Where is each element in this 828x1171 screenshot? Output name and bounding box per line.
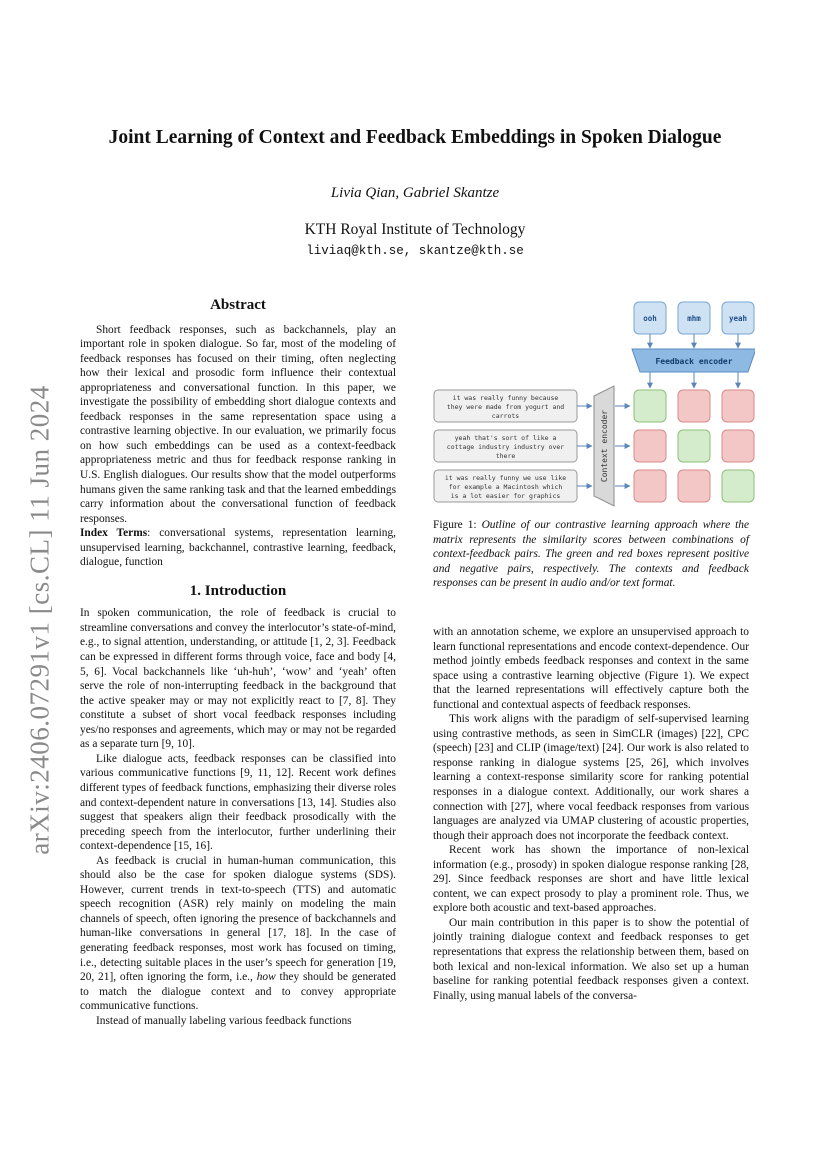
intro-paragraph-3-tail: they should be generated to match the dialogue context and to convey appropriate communicative functions. — [80, 971, 396, 1013]
abstract-heading: Abstract — [210, 297, 266, 313]
right-column — [433, 625, 749, 1003]
paper-authors: Livia Qian, Gabriel Skantze — [330, 185, 500, 201]
intro-paragraph-4: Instead of manually labeling various feedback functions — [96, 1014, 352, 1027]
index-terms-text: : conversational systems, representation learning, unsupervised learning, backchannel, contrastive learning, feedback, dialogue, function — [80, 527, 396, 569]
intro-paragraph-1: In spoken communication, the role of feedback is crucial to streamline conversations and convey the interlocutor’s state-of-mind, e.g., to signal attention, understanding, or attitude [1, 2, 3]. Feedback can be expressed in different forms through voice, face and body [4, 5, 6]. Vocal backchannels like ‘uh-huh’, ‘wow’ and ‘yeah’ often serve the role of non-interrupting feedback in the background that the active speaker may or may not explicitly react to [7, 8]. They constitute a subset of short vocal feedback responses including yes/no responses and agreements, which may or may not be regarded as a separate turn [9, 10]. — [80, 607, 396, 751]
context-line: they were made from yogurt and — [446, 403, 565, 411]
negative-pair-cell — [634, 430, 666, 462]
arxiv-sidebar — [10, 360, 70, 880]
figure-1 — [430, 296, 755, 512]
context-encoder-label: Context encoder — [600, 409, 609, 483]
intro-paragraph-3-emphasis: how — [256, 971, 276, 984]
caption-label: Figure 1: — [433, 519, 482, 531]
context-line: is a lot easier for graphics — [450, 492, 561, 500]
context-line: it was really funny because — [452, 394, 559, 402]
caption-text: Outline of our contrastive learning approach where the matrix represents the similarity scores between combinations of context-feedback pairs. The green and red boxes represent positive and negative pairs, respectively. The contexts and feedback responses can be present in audio and/or text format. — [433, 519, 750, 589]
context-line: carrots — [491, 412, 520, 420]
context-line: for example a Macintosh which — [448, 483, 563, 491]
intro-paragraph-6: This work aligns with the paradigm of self-supervised learning using contrastive methods, as seen in SimCLR (images) [22], CPC (speech) [23] and CLIP (image/text) [24]. Our work is also related to response ranking in dialogue systems [25, 26], which involves learning a context-response similarity score for ranking potential responses in a dialogue context. Additionally, our work shares a connection with [27], where vocal feedback responses from various languages are analyzed via UMAP clustering of acoustic properties, though their approach does not incorporate the feedback context. — [433, 713, 749, 842]
intro-paragraph-7: Recent work has shown the importance of non-lexical information (e.g., prosody) in spoken dialogue response ranking [28, 29]. Since feedback responses are short and have little lexical content, we can expect prosody to play a prominent role. Thus, we explore both acoustic and text-based approaches. — [433, 844, 749, 915]
contrastive-diagram — [430, 296, 755, 512]
positive-pair-cell — [678, 430, 710, 462]
arxiv-identifier: arXiv:2406.07291v1 [cs.CL] 11 Jun 2024 — [24, 385, 55, 855]
intro-paragraph-5: with an annotation scheme, we explore an unsupervised approach to learn functional representations and encode context-dependence. Our method jointly embeds feedback responses and context in the same space using a contrastive learning objective (Figure 1). We expect that the learned representations will effectively capture both the functional and contextual aspects of feedback responses. — [433, 626, 749, 711]
feedback-encoder-label: Feedback encoder — [655, 357, 733, 366]
positive-pair-cell — [722, 470, 754, 502]
author-emails: liviaq@kth.se, skantze@kth.se — [306, 244, 524, 258]
intro-paragraph-8: Our main contribution in this paper is to show the potential of jointly training dialogue context and feedback responses to get representations that express the relationship between them, based on both lexical and non-lexical information. We also set up a human baseline for ranking potential feedback responses given a context. Finally, using manual labels of the conversa- — [433, 916, 749, 1002]
feedback-token-label: ooh — [643, 314, 657, 323]
index-terms-label: Index Terms — [80, 527, 148, 540]
negative-pair-cell — [678, 390, 710, 422]
left-column — [80, 298, 396, 1028]
feedback-token-label: yeah — [728, 314, 748, 323]
index-terms — [80, 526, 396, 570]
feedback-token-label: mhm — [687, 314, 701, 323]
intro-paragraph-3-text: As feedback is crucial in human-human communication, this should also be the case for spoken dialogue systems (SDS). However, current trends in text-to-speech (TTS) and automatic speech recognition (ASR) rely mainly on modeling the main channels of speech, often ignoring the presence of backchannels and human-like conversations in general [17, 18]. In the case of generating feedback responses, most work has focused on timing, i.e., detecting suitable places in the user’s speech for generation [19, 20, 21], often ignoring the form, i.e., — [80, 854, 396, 984]
introduction-heading: 1. Introduction — [189, 582, 287, 599]
context-line: it was really funny we use like — [444, 474, 567, 482]
negative-pair-cell — [722, 390, 754, 422]
author-institution: KTH Royal Institute of Technology — [304, 221, 526, 238]
paper-title: Joint Learning of Context and Feedback Embeddings in Spoken Dialogue — [108, 127, 722, 148]
negative-pair-cell — [722, 430, 754, 462]
negative-pair-cell — [678, 470, 710, 502]
positive-pair-cell — [634, 390, 666, 422]
negative-pair-cell — [634, 470, 666, 502]
context-line: yeah that's sort of like a — [454, 434, 557, 442]
context-line: cottage industry industry over — [446, 443, 565, 451]
intro-paragraph-2: Like dialogue acts, feedback responses can be classified into various communicative functions [9, 11, 12]. Recent work defines different types of feedback functions, emphasizing their diverse roles and context-dependent nature in conversations [13, 14]. Studies also suggest that speakers align their feedback prosodically with the preceding speech from the interlocutor, further underlining their context-dependence [15, 16]. — [80, 752, 396, 853]
abstract-text: Short feedback responses, such as backchannels, play an important role in spoken dialogue. So far, most of the modeling of feedback responses has focused on their timing, often neglecting how their lexical and prosodic form influence their contextual appropriateness and conversational function. In this paper, we investigate the possibility of embedding short dialogue contexts and feedback responses in the same representation space using a contrastive learning objective. In our evaluation, we primarily focus on how such embeddings can be used as a context-feedback appropriateness metric and thus for feedback response ranking in U.S. English dialogues. Our results show that the model outperforms humans given the same ranking task and that the learned embeddings carry information about the conversational function of feedback responses. — [80, 323, 396, 525]
context-line: there — [495, 452, 516, 460]
intro-paragraph-3 — [80, 854, 396, 1014]
figure-1-caption — [433, 518, 749, 591]
